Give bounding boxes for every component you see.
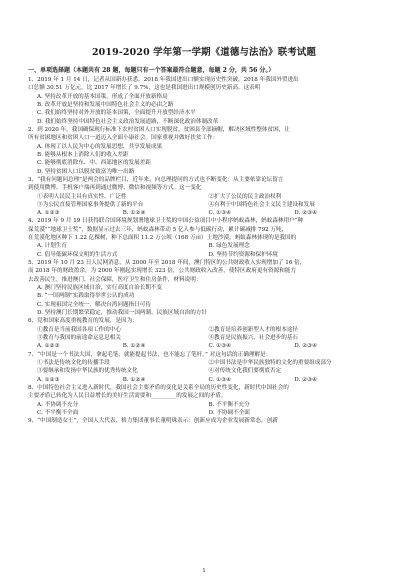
- statement-row: [28, 326, 380, 334]
- question-text: 保荒漠”“地球卫士奖”，数据显示过去三年，蚂蚁森林带动 5 亿人参与低碳行动，累计碳减排 792 万吨，: [28, 226, 288, 233]
- exam-title: 2019-2020 学年第一学期《道德与法治》联考试题: [91, 47, 317, 58]
- option: B. “一国两制”实践取得举世公认的成功: [37, 293, 135, 300]
- question-text: 到使用微博、手机客户端再到通过微博、微信和视频等方式。这一变化: [28, 185, 202, 192]
- option-row: [28, 251, 380, 259]
- statement: ②扩大了公民的民主政治权利: [208, 193, 282, 200]
- question-text: 9、“中国制造女王”，全国人大代表、格力集团董事长董明珠表示：创新应成为企业发展新常态，创新: [28, 418, 278, 425]
- statement-row: [28, 359, 380, 367]
- answer-option: A. ①②③: [37, 343, 60, 350]
- question-text: 主要矛盾已转化为人民日益增长的美好生活需要和_________的发展之间的矛盾。: [28, 393, 227, 400]
- option: A. 坚持改革开放的基本国策，形成了全面开放新格局: [37, 93, 168, 100]
- question-2: [28, 126, 380, 176]
- statement: ①书法是传统文化的传播手段: [37, 360, 110, 367]
- answer-row: [28, 209, 380, 217]
- statement: ②中国书法是中华民族独特的文化的重要组成部分: [208, 360, 332, 367]
- question-text: 7、“中国是一个书法大国，拿起毛笔，就能提起书法，也不能忘了笔杆。” 对这句话的正确理解是：: [28, 351, 272, 358]
- option: C. 倡导低碳环保文明的生活方式: [37, 251, 118, 258]
- question-text: 口总额 30.51 万亿元，比 2017 年增长了 9.7%，这也是我国进出口规模创历史新高。这表明: [28, 85, 261, 92]
- option: D. 坚持节约资源和保护环境: [208, 251, 278, 258]
- question-4: [28, 217, 380, 259]
- statement: ②教育是培养创新型人才的根本途径: [208, 326, 299, 333]
- statement-row: [28, 193, 380, 201]
- option: B. 绿色发展理念: [208, 243, 250, 250]
- option: B. 能够从根本上消除人们的收入差距: [37, 151, 129, 158]
- answer-option: A. ①②③: [37, 376, 60, 383]
- statement: ③教育与我国的前途命运息息相关: [37, 335, 121, 342]
- answer-option: D. ②③④: [294, 210, 318, 217]
- question-8: [28, 384, 380, 417]
- answer-option: A. ①②③: [37, 210, 60, 217]
- statement: ④教育是民族振兴、社会进步的基石: [208, 335, 299, 342]
- section-heading: 一、单项选择题（本题共有 28 题，每题只有一个答案最符合题意，每题 2 分，共 56 分。）: [28, 67, 275, 74]
- option: C. 能够彻底消除东、中、西部地区的发展差距: [37, 160, 151, 167]
- statement-row: [28, 334, 380, 342]
- question-text: 1、2019 年 1 月 14 日，记者从国新办获悉，2018 年我国进出口额实现历史性突破，2018 年我国外贸进出: [28, 76, 299, 83]
- option: B. 改革开放是坚持和发展中国特色社会主义的必由之路: [37, 101, 174, 108]
- answer-row: [28, 342, 380, 350]
- question-text: 去改善民生，推进澳门，社会保障，医疗卫生和住房条件，材料说明：: [28, 276, 202, 283]
- statement: ④对传统文化我们要彻底否定: [208, 368, 282, 375]
- statement: ①教育是当前我国各项工作的中心: [37, 326, 121, 333]
- answer-option: B. ①②④: [122, 376, 146, 383]
- question-5: [28, 259, 380, 317]
- answer-row: [28, 376, 380, 384]
- option: C. 实现祖国完全统一，解决台湾问题指日可待: [37, 301, 151, 308]
- option: A. 体现了以人民为中心的发展思想，共享发展成果: [37, 143, 163, 150]
- question-7: [28, 351, 380, 384]
- statement: ③要继承和发扬中华民族的优秀传统文化: [37, 368, 138, 375]
- option: A. 不协调不充分: [37, 401, 79, 408]
- option-row: [28, 401, 380, 409]
- option: D. 不协调不全面: [208, 410, 250, 417]
- answer-option: B. ①②④: [122, 210, 146, 217]
- statement: ③为公民直接管理国家事务提供了新的平台: [37, 201, 144, 208]
- statement: ①表明人民民主具有真实性、广泛性: [37, 193, 127, 200]
- question-text: 2、到 2020 年，我国确保现行标准下农村贫困人口实现脱贫，贫困县全部摘帽，解决区域性整体贫困，让: [28, 126, 290, 133]
- question-text: 在荒漠化地区种下 1.22 亿棵树，种下总面积 11.2 万公顷（168 万亩）土地沙漠。蚂蚁森林体现的是我国的: [28, 235, 297, 242]
- option: A. 计划生育: [37, 243, 67, 250]
- question-text: 8、中国特色社会主义进入新时代，我国社会主要矛盾的变化是关系全局的历史性变化，新时代中国社会的: [28, 385, 289, 392]
- option: D. 我们始终坚持中国特色社会主义政治发展道路，不断深化政治体制改革: [37, 118, 219, 125]
- answer-option: C. ①③④: [208, 343, 232, 350]
- option: D. 坚持贫困人口以脱贫致富为唯一出路: [37, 168, 135, 175]
- statement-row: [28, 367, 380, 375]
- question-text: 3、“我有问题问总理”是两会的品牌栏目，近年来，向总理提问的方式也不断变化：从主要依靠论坛留言: [28, 176, 284, 183]
- question-6: [28, 317, 380, 350]
- answer-option: D. ②③④: [294, 376, 318, 383]
- page-number: 1: [202, 568, 206, 574]
- statement: ④有利于中国特色社会主义民主建设和发展: [208, 201, 315, 208]
- answer-option: D. ②③④: [294, 343, 318, 350]
- option: C. 不平衡不全面: [37, 410, 79, 417]
- answer-option: B. ①②④: [122, 343, 146, 350]
- question-9: [28, 417, 380, 425]
- answer-option: C. ①③④: [208, 376, 232, 383]
- question-text: 而 2018 年的财政盈余，为 2000 年刚起实现增长 323 倍，公共财政收入改善，使特区政府更有资源和能力: [28, 268, 296, 275]
- option-row: [28, 409, 380, 417]
- question-text: 4、2019 年 9 月 19 日获得联合国环境规划署地球卫士奖的中国公益项目中小程序蚂蚁森林，蚂蚁森林用户“种: [28, 218, 304, 225]
- answer-option: C. ①③④: [208, 210, 232, 217]
- question-text: 所有贫困地区和贫困人口一道迈入全面小康社会。国家重视并做好扶贫工作：: [28, 135, 219, 142]
- option: D. 坚持澳门长期繁荣稳定，推动我国一国两制、民族区域自治的方针: [37, 310, 208, 317]
- statement-row: [28, 201, 380, 209]
- question-text: 6、党和国家高度重视教育的发展，是因为：: [28, 318, 138, 325]
- option: B. 不平衡不充分: [208, 401, 250, 408]
- option: A. 澳门坚持民族区域自治，实行高度自治长期不变: [37, 285, 163, 292]
- question-1: [28, 76, 380, 126]
- option: C. 我们始终坚持对外开放的基本国策，全面提升开放型经济水平: [37, 110, 196, 117]
- question-3: [28, 176, 380, 218]
- option-row: [28, 242, 380, 250]
- question-text: 5、2019 年 10 月 23 日人民网消息，从 2000 年至 2018 年间，澳门特区的公共财政收入实现增加了 16 倍，: [28, 260, 306, 267]
